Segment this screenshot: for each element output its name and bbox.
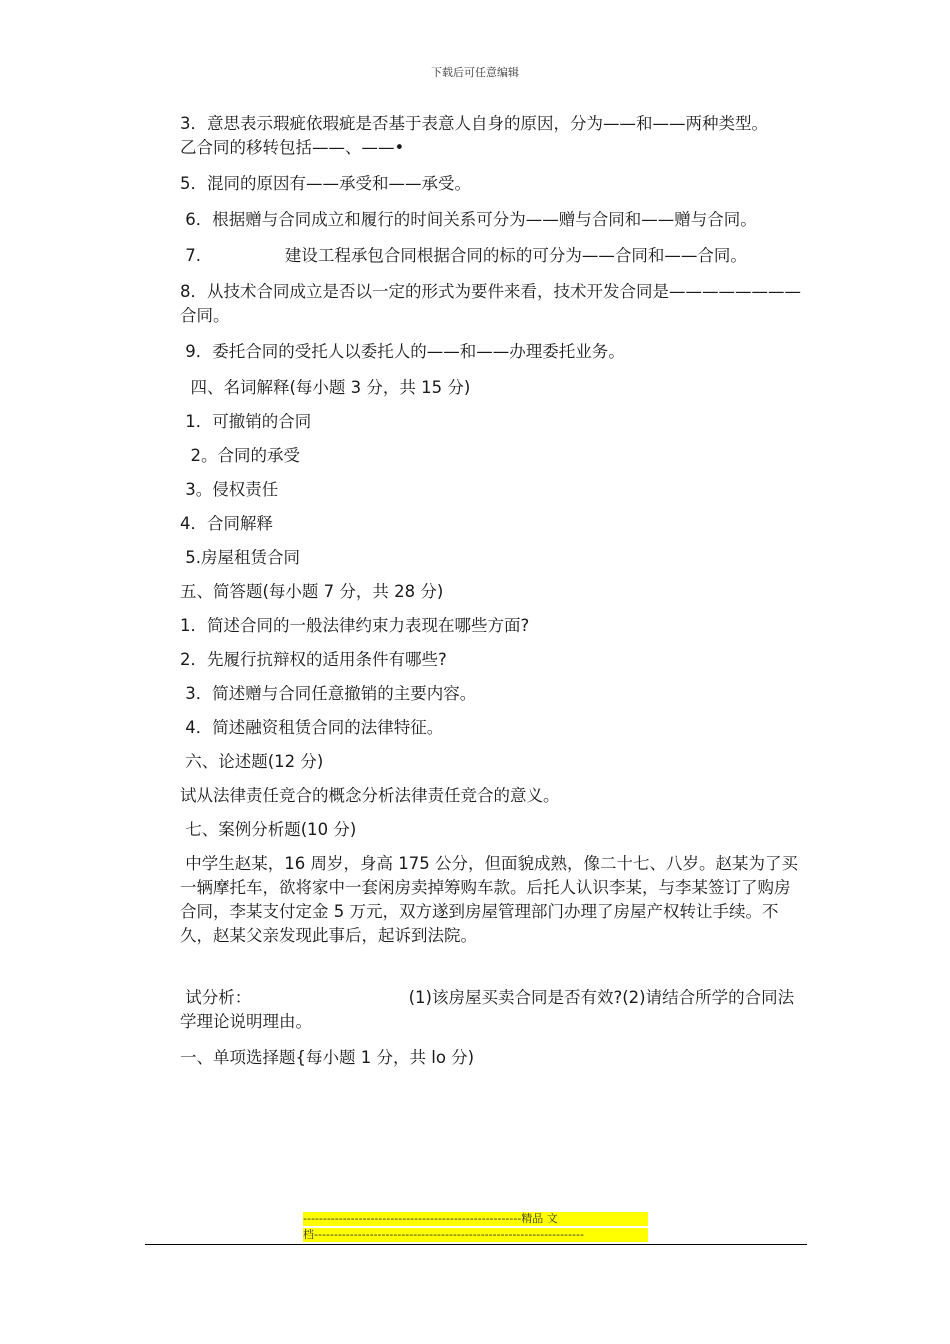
term-item-3: 3。侵权责任 (180, 480, 279, 499)
essay-question: 试从法律责任竞合的概念分析法律责任竞合的意义。 (180, 786, 560, 805)
paragraph-q8: 8．从技术合同成立是否以一定的形式为要件来看，技术开发合同是————————合同。 (180, 282, 801, 325)
paragraph-q7: 7. 建设工程承包合同根据合同的标的可分为——合同和——合同。 (180, 246, 747, 265)
footer-watermark-line-1: -------------------------------------------------------精品 文 (303, 1212, 648, 1226)
document-body (180, 112, 926, 1082)
short-answer-1: 1．简述合同的一般法律约束力表现在哪些方面? (180, 616, 530, 635)
short-answer-2: 2．先履行抗辩权的适用条件有哪些? (180, 650, 447, 669)
footer-rule (145, 1244, 807, 1245)
section-heading-single-choice: 一、单项选择题{每小题 1 分，共 lo 分) (180, 1048, 475, 1067)
short-answer-3: 3．简述赠与合同任意撤销的主要内容。 (180, 684, 477, 703)
paragraph-q3: 3．意思表示瑕疵依瑕疵是否基于表意人自身的原因，分为——和——两种类型。 乙合同的移转包括——、——• (180, 114, 926, 157)
paragraph-q9: 9．委托合同的受托人以委托人的——和——办理委托业务。 (180, 342, 625, 361)
section-heading-terms: 四、名词解释(每小题 3 分，共 15 分) (180, 378, 471, 397)
paragraph-q6: 6．根据赠与合同成立和履行的时间关系可分为——赠与合同和——赠与合同。 (180, 210, 757, 229)
page-header: 下载后可任意编辑 (431, 66, 519, 79)
term-item-4: 4．合同解释 (180, 514, 273, 533)
paragraph-q5: 5．混同的原因有——承受和——承受。 (180, 174, 471, 193)
spacer (180, 960, 802, 986)
case-question: 试分析： (1)该房屋买卖合同是否有效?(2)请结合所学的合同法学理论说明理由。 (180, 988, 795, 1031)
section-heading-case: 七、案例分析题(10 分) (180, 820, 357, 839)
section-heading-essay: 六、论述题(12 分) (180, 752, 324, 771)
term-item-2: 2。合同的承受 (180, 446, 300, 465)
section-heading-short-answer: 五、简答题(每小题 7 分，共 28 分) (180, 582, 444, 601)
term-item-1: 1．可撤销的合同 (180, 412, 312, 431)
case-description: 中学生赵某，16 周岁，身高 175 公分，但面貌成熟，像二十七、八岁。赵某为了买一辆摩托车，欲将家中一套闲房卖掉筹购车款。后托人认识李某，与李某签订了购房合同，李某支付定金 5 万元，双方遂到房屋管理部门办理了房屋产权转让手续。不久，赵某父亲发现此事后，起诉到法院。 (180, 854, 798, 945)
short-answer-4: 4．简述融资租赁合同的法律特征。 (180, 718, 444, 737)
footer-watermark-line-2: 档-------------------------------------------------------------------- (303, 1228, 648, 1242)
term-item-5: 5.房屋租赁合同 (180, 548, 300, 567)
